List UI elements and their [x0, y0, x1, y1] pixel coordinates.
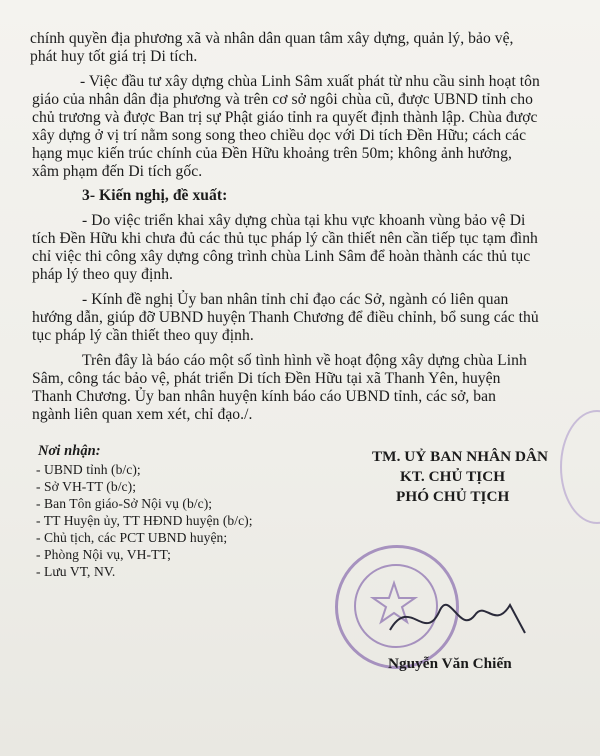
- section-heading: 3- Kiến nghị, đề xuất:: [82, 187, 228, 204]
- proposal-line-7: tục pháp lý cần thiết theo quy định.: [32, 327, 254, 344]
- signature-org: TM. UỶ BAN NHÂN DÂN: [372, 448, 549, 465]
- closing-line-4: ngành liên quan xem xét, chỉ đạo./.: [32, 406, 253, 423]
- body-line-3: - Việc đầu tư xây dựng chùa Linh Sâm xuất phát từ nhu cầu sinh hoạt tôn: [80, 73, 540, 90]
- recipient-item: - Sở VH-TT (b/c);: [36, 479, 137, 494]
- body-line-4: giáo của nhân dân địa phương và trên cơ sở ngôi chùa cũ, được UBND tỉnh cho: [32, 91, 533, 108]
- side-seal: [560, 410, 600, 524]
- body-line-5: chủ trương và được Ban trị sự Phật giáo tỉnh ra quyết định thành lập. Chùa được: [32, 109, 538, 126]
- body-line-8: xâm phạm đến Di tích gốc.: [32, 163, 203, 180]
- signer-name: Nguyễn Văn Chiến: [388, 655, 512, 672]
- proposal-line-4: pháp lý theo quy định.: [32, 266, 173, 283]
- body-line-7: hạng mục kiến trúc chính của Đền Hữu khoảng trên 50m; không ảnh hưởng,: [32, 145, 512, 162]
- recipient-item: - Ban Tôn giáo-Sở Nội vụ (b/c);: [36, 496, 213, 511]
- recipient-item: - TT Huyện ủy, TT HĐND huyện (b/c);: [36, 513, 253, 528]
- proposal-line-3: chỉ việc thi công xây dựng công trình chùa Linh Sâm để hoàn thành các thủ tục: [32, 248, 531, 265]
- proposal-line-1: - Do việc triển khai xây dựng chùa tại khu vực khoanh vùng bảo vệ Di: [82, 212, 526, 229]
- closing-line-1: Trên đây là báo cáo một số tình hình về hoạt động xây dựng chùa Linh: [82, 352, 527, 369]
- signature-role: KT. CHỦ TỊCH: [400, 468, 506, 485]
- body-line-2: phát huy tốt giá trị Di tích.: [30, 48, 198, 65]
- signature-title: PHÓ CHỦ TỊCH: [396, 488, 510, 505]
- body-line-1: chính quyền địa phương xã và nhân dân quan tâm xây dựng, quản lý, bảo vệ,: [30, 30, 514, 47]
- body-line-6: xây dựng ở vị trí nằm song song theo chiều dọc với Di tích Đền Hữu; cách các: [32, 127, 527, 144]
- recipient-item: - Chủ tịch, các PCT UBND huyện;: [36, 530, 228, 545]
- closing-line-3: Thanh Chương. Ủy ban nhân huyện kính báo cáo UBND tỉnh, các sở, ban: [32, 388, 496, 405]
- proposal-line-5: - Kính đề nghị Ủy ban nhân tỉnh chỉ đạo các Sở, ngành có liên quan: [82, 291, 509, 308]
- recipient-item: - Lưu VT, NV.: [36, 564, 116, 579]
- proposal-line-2: tích Đền Hữu khi chưa đủ các thủ tục pháp lý cần thiết nên cần tiếp tục tạm đình: [32, 230, 538, 247]
- recipients-title: Nơi nhận:: [38, 443, 101, 459]
- closing-line-2: Sâm, công tác bảo vệ, phát triển Di tích Đền Hữu tại xã Thanh Yên, huyện: [32, 370, 501, 387]
- handwritten-signature: [380, 575, 540, 655]
- proposal-line-6: hướng dẫn, giúp đỡ UBND huyện Thanh Chương để điều chỉnh, bổ sung các thủ: [32, 309, 539, 326]
- recipient-item: - Phòng Nội vụ, VH-TT;: [36, 547, 171, 562]
- recipient-item: - UBND tỉnh (b/c);: [36, 462, 141, 477]
